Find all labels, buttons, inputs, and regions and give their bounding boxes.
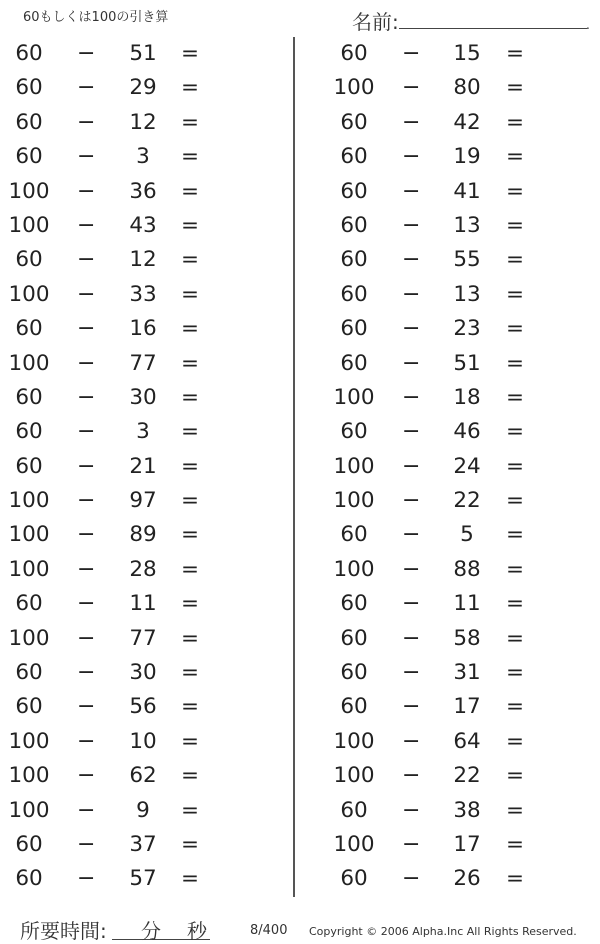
minus-sign: −: [77, 109, 96, 135]
subtrahend: 15: [453, 41, 481, 66]
equals-sign: =: [506, 41, 525, 66]
problem-row: [320, 175, 580, 209]
minus-sign: −: [77, 75, 96, 101]
problem-row: [320, 450, 580, 484]
minuend: 100: [8, 281, 50, 307]
minus-sign: −: [77, 419, 96, 445]
equals-sign: =: [181, 591, 200, 617]
subtrahend: 12: [129, 109, 157, 135]
minuend: 100: [8, 522, 50, 548]
equals-sign: =: [181, 694, 200, 720]
equals-sign: =: [506, 488, 525, 514]
subtrahend: 55: [453, 247, 481, 273]
worksheet-title: 60もしくは100の引き算: [23, 10, 169, 25]
minuend: 60: [340, 41, 368, 66]
subtrahend: 16: [129, 316, 157, 342]
minuend: 100: [8, 212, 50, 238]
problem-row: [320, 140, 580, 174]
minuend: 60: [340, 350, 368, 376]
minus-sign: −: [402, 75, 421, 101]
equals-sign: =: [506, 866, 525, 892]
problem-row: [0, 381, 260, 415]
equals-sign: =: [506, 763, 525, 789]
minuend: 60: [340, 281, 368, 307]
minus-sign: −: [402, 316, 421, 342]
minus-sign: −: [402, 660, 421, 686]
subtrahend: 18: [453, 384, 481, 410]
equals-sign: =: [181, 350, 200, 376]
minuend: 60: [340, 797, 368, 823]
subtrahend: 64: [453, 728, 481, 754]
minus-sign: −: [77, 591, 96, 617]
minuend: 100: [333, 728, 375, 754]
problem-row: [320, 381, 580, 415]
minuend: 60: [15, 247, 43, 273]
subtrahend: 31: [453, 660, 481, 686]
problem-row: [320, 71, 580, 105]
problem-row: [320, 725, 580, 759]
minuend: 100: [8, 556, 50, 582]
minus-sign: −: [402, 144, 421, 170]
equals-sign: =: [506, 694, 525, 720]
minus-sign: −: [77, 384, 96, 410]
equals-sign: =: [181, 625, 200, 651]
minus-sign: −: [77, 144, 96, 170]
subtrahend: 88: [453, 556, 481, 582]
problem-row: [320, 862, 580, 896]
subtrahend: 13: [453, 212, 481, 238]
equals-sign: =: [506, 556, 525, 582]
equals-sign: =: [506, 660, 525, 686]
subtrahend: 3: [136, 419, 150, 445]
problem-row: [0, 106, 260, 140]
name-end-mark: .: [586, 18, 590, 32]
subtrahend: 30: [129, 660, 157, 686]
subtrahend: 24: [453, 453, 481, 479]
problem-row: [0, 415, 260, 449]
minuend: 100: [333, 763, 375, 789]
equals-sign: =: [506, 247, 525, 273]
subtrahend: 51: [453, 350, 481, 376]
subtrahend: 97: [129, 488, 157, 514]
subtrahend: 42: [453, 109, 481, 135]
minus-sign: −: [402, 522, 421, 548]
minus-sign: −: [402, 281, 421, 307]
subtrahend: 17: [453, 831, 481, 857]
minus-sign: −: [77, 556, 96, 582]
subtrahend: 26: [453, 866, 481, 892]
equals-sign: =: [181, 831, 200, 857]
problem-row: [0, 587, 260, 621]
subtrahend: 56: [129, 694, 157, 720]
subtrahend: 37: [129, 831, 157, 857]
equals-sign: =: [181, 488, 200, 514]
minus-sign: −: [77, 281, 96, 307]
equals-sign: =: [506, 453, 525, 479]
minuend: 60: [340, 212, 368, 238]
problem-row: [0, 690, 260, 724]
subtrahend: 17: [453, 694, 481, 720]
subtrahend: 21: [129, 453, 157, 479]
problem-row: [320, 759, 580, 793]
problem-row: [320, 587, 580, 621]
equals-sign: =: [506, 728, 525, 754]
minus-sign: −: [77, 522, 96, 548]
subtrahend: 77: [129, 350, 157, 376]
minus-sign: −: [402, 41, 421, 66]
minus-sign: −: [402, 625, 421, 651]
equals-sign: =: [181, 178, 200, 204]
minuend: 100: [333, 831, 375, 857]
subtrahend: 58: [453, 625, 481, 651]
equals-sign: =: [506, 109, 525, 135]
problem-row: [320, 828, 580, 862]
equals-sign: =: [506, 384, 525, 410]
minuend: 100: [333, 488, 375, 514]
minuend: 60: [15, 660, 43, 686]
subtrahend: 43: [129, 212, 157, 238]
problem-row: [0, 209, 260, 243]
equals-sign: =: [506, 75, 525, 101]
minuend: 60: [15, 453, 43, 479]
time-label: 所要時間:: [20, 919, 107, 943]
problem-row: [320, 690, 580, 724]
minus-sign: −: [402, 109, 421, 135]
equals-sign: =: [181, 384, 200, 410]
minuend: 60: [15, 109, 43, 135]
equals-sign: =: [181, 763, 200, 789]
minus-sign: −: [77, 41, 96, 66]
problem-row: [320, 106, 580, 140]
subtrahend: 77: [129, 625, 157, 651]
minuend: 100: [333, 453, 375, 479]
equals-sign: =: [506, 281, 525, 307]
equals-sign: =: [181, 453, 200, 479]
equals-sign: =: [181, 144, 200, 170]
minus-sign: −: [77, 350, 96, 376]
minus-sign: −: [402, 797, 421, 823]
problem-row: [320, 622, 580, 656]
subtrahend: 11: [129, 591, 157, 617]
problem-row: [0, 243, 260, 277]
subtrahend: 22: [453, 763, 481, 789]
equals-sign: =: [181, 522, 200, 548]
minuend: 100: [8, 488, 50, 514]
problem-row: [320, 518, 580, 552]
subtrahend: 23: [453, 316, 481, 342]
equals-sign: =: [506, 316, 525, 342]
subtrahend: 80: [453, 75, 481, 101]
equals-sign: =: [506, 144, 525, 170]
subtrahend: 89: [129, 522, 157, 548]
problem-row: [320, 312, 580, 346]
problem-row: [0, 553, 260, 587]
minus-sign: −: [402, 178, 421, 204]
column-divider: [293, 37, 295, 897]
problem-row: [0, 794, 260, 828]
minuend: 100: [8, 797, 50, 823]
minus-sign: −: [77, 866, 96, 892]
equals-sign: =: [181, 41, 200, 66]
subtrahend: 11: [453, 591, 481, 617]
problem-row: [0, 347, 260, 381]
minuend: 100: [333, 384, 375, 410]
problem-row: [320, 209, 580, 243]
minuend: 100: [8, 728, 50, 754]
right-problem-column: [320, 37, 580, 897]
minus-sign: −: [77, 178, 96, 204]
minuend: 60: [15, 41, 43, 66]
minus-sign: −: [402, 866, 421, 892]
minus-sign: −: [402, 488, 421, 514]
minuend: 100: [8, 763, 50, 789]
problem-row: [320, 347, 580, 381]
problem-row: [320, 37, 580, 71]
left-problem-column: [0, 37, 260, 897]
minus-sign: −: [402, 350, 421, 376]
problem-row: [0, 518, 260, 552]
equals-sign: =: [506, 350, 525, 376]
minus-sign: −: [77, 212, 96, 238]
subtrahend: 29: [129, 75, 157, 101]
problem-row: [320, 484, 580, 518]
minuend: 100: [333, 556, 375, 582]
subtrahend: 38: [453, 797, 481, 823]
subtrahend: 28: [129, 556, 157, 582]
problem-row: [0, 278, 260, 312]
equals-sign: =: [506, 212, 525, 238]
equals-sign: =: [181, 316, 200, 342]
page-number: 8/400: [250, 923, 288, 938]
problem-row: [0, 312, 260, 346]
minutes-label: 分: [141, 919, 161, 943]
minuend: 60: [15, 384, 43, 410]
minus-sign: −: [77, 728, 96, 754]
subtrahend: 33: [129, 281, 157, 307]
equals-sign: =: [506, 419, 525, 445]
equals-sign: =: [506, 178, 525, 204]
equals-sign: =: [181, 109, 200, 135]
minuend: 60: [340, 419, 368, 445]
equals-sign: =: [181, 281, 200, 307]
minus-sign: −: [77, 247, 96, 273]
minus-sign: −: [402, 694, 421, 720]
minus-sign: −: [77, 453, 96, 479]
subtrahend: 57: [129, 866, 157, 892]
problem-row: [0, 175, 260, 209]
problem-row: [0, 37, 260, 71]
problem-row: [320, 553, 580, 587]
problem-row: [0, 759, 260, 793]
subtrahend: 30: [129, 384, 157, 410]
minuend: 60: [340, 316, 368, 342]
minuend: 60: [15, 316, 43, 342]
problem-row: [0, 140, 260, 174]
problem-row: [320, 243, 580, 277]
subtrahend: 51: [129, 41, 157, 66]
problem-row: [0, 622, 260, 656]
minuend: 100: [8, 625, 50, 651]
equals-sign: =: [506, 625, 525, 651]
subtrahend: 62: [129, 763, 157, 789]
equals-sign: =: [181, 728, 200, 754]
problem-row: [320, 656, 580, 690]
subtrahend: 10: [129, 728, 157, 754]
equals-sign: =: [181, 797, 200, 823]
equals-sign: =: [506, 797, 525, 823]
subtrahend: 9: [136, 797, 150, 823]
minuend: 60: [340, 591, 368, 617]
minuend: 60: [15, 75, 43, 101]
problem-row: [320, 278, 580, 312]
minus-sign: −: [77, 660, 96, 686]
subtrahend: 36: [129, 178, 157, 204]
equals-sign: =: [181, 212, 200, 238]
minus-sign: −: [402, 212, 421, 238]
problem-row: [0, 71, 260, 105]
minuend: 60: [340, 247, 368, 273]
equals-sign: =: [181, 866, 200, 892]
subtrahend: 22: [453, 488, 481, 514]
problem-row: [0, 450, 260, 484]
minus-sign: −: [402, 419, 421, 445]
minus-sign: −: [77, 694, 96, 720]
name-area: [352, 4, 590, 34]
minus-sign: −: [402, 453, 421, 479]
equals-sign: =: [506, 591, 525, 617]
minuend: 60: [340, 660, 368, 686]
equals-sign: =: [181, 556, 200, 582]
equals-sign: =: [181, 75, 200, 101]
seconds-label: 秒: [187, 919, 207, 943]
problem-row: [0, 862, 260, 896]
minuend: 60: [15, 694, 43, 720]
subtrahend: 19: [453, 144, 481, 170]
copyright-notice: Copyright © 2006 Alpha.Inc All Rights Reserved.: [309, 925, 577, 938]
minuend: 60: [15, 419, 43, 445]
subtrahend: 13: [453, 281, 481, 307]
minuend: 100: [333, 75, 375, 101]
equals-sign: =: [181, 247, 200, 273]
problem-row: [0, 484, 260, 518]
minus-sign: −: [402, 247, 421, 273]
minuend: 60: [340, 866, 368, 892]
subtrahend: 5: [460, 522, 474, 548]
minus-sign: −: [77, 488, 96, 514]
minuend: 60: [340, 522, 368, 548]
minuend: 60: [340, 144, 368, 170]
minus-sign: −: [77, 797, 96, 823]
subtrahend: 46: [453, 419, 481, 445]
equals-sign: =: [506, 522, 525, 548]
minus-sign: −: [77, 763, 96, 789]
equals-sign: =: [506, 831, 525, 857]
subtrahend: 12: [129, 247, 157, 273]
minuend: 60: [15, 866, 43, 892]
minus-sign: −: [402, 591, 421, 617]
minuend: 60: [15, 831, 43, 857]
subtrahend: 41: [453, 178, 481, 204]
minus-sign: −: [402, 384, 421, 410]
name-field-line[interactable]: [399, 28, 587, 29]
equals-sign: =: [181, 419, 200, 445]
minus-sign: −: [402, 556, 421, 582]
minuend: 60: [15, 144, 43, 170]
problem-row: [320, 794, 580, 828]
minuend: 100: [8, 350, 50, 376]
minus-sign: −: [402, 831, 421, 857]
problem-row: [0, 656, 260, 690]
equals-sign: =: [181, 660, 200, 686]
problem-row: [320, 415, 580, 449]
name-label: 名前:: [352, 10, 399, 34]
minuend: 60: [340, 694, 368, 720]
problem-row: [0, 828, 260, 862]
minuend: 60: [340, 625, 368, 651]
minuend: 60: [340, 178, 368, 204]
minus-sign: −: [402, 728, 421, 754]
minus-sign: −: [402, 763, 421, 789]
minuend: 60: [340, 109, 368, 135]
minus-sign: −: [77, 831, 96, 857]
minuend: 60: [15, 591, 43, 617]
minus-sign: −: [77, 316, 96, 342]
subtrahend: 3: [136, 144, 150, 170]
minus-sign: −: [77, 625, 96, 651]
minuend: 100: [8, 178, 50, 204]
problem-row: [0, 725, 260, 759]
